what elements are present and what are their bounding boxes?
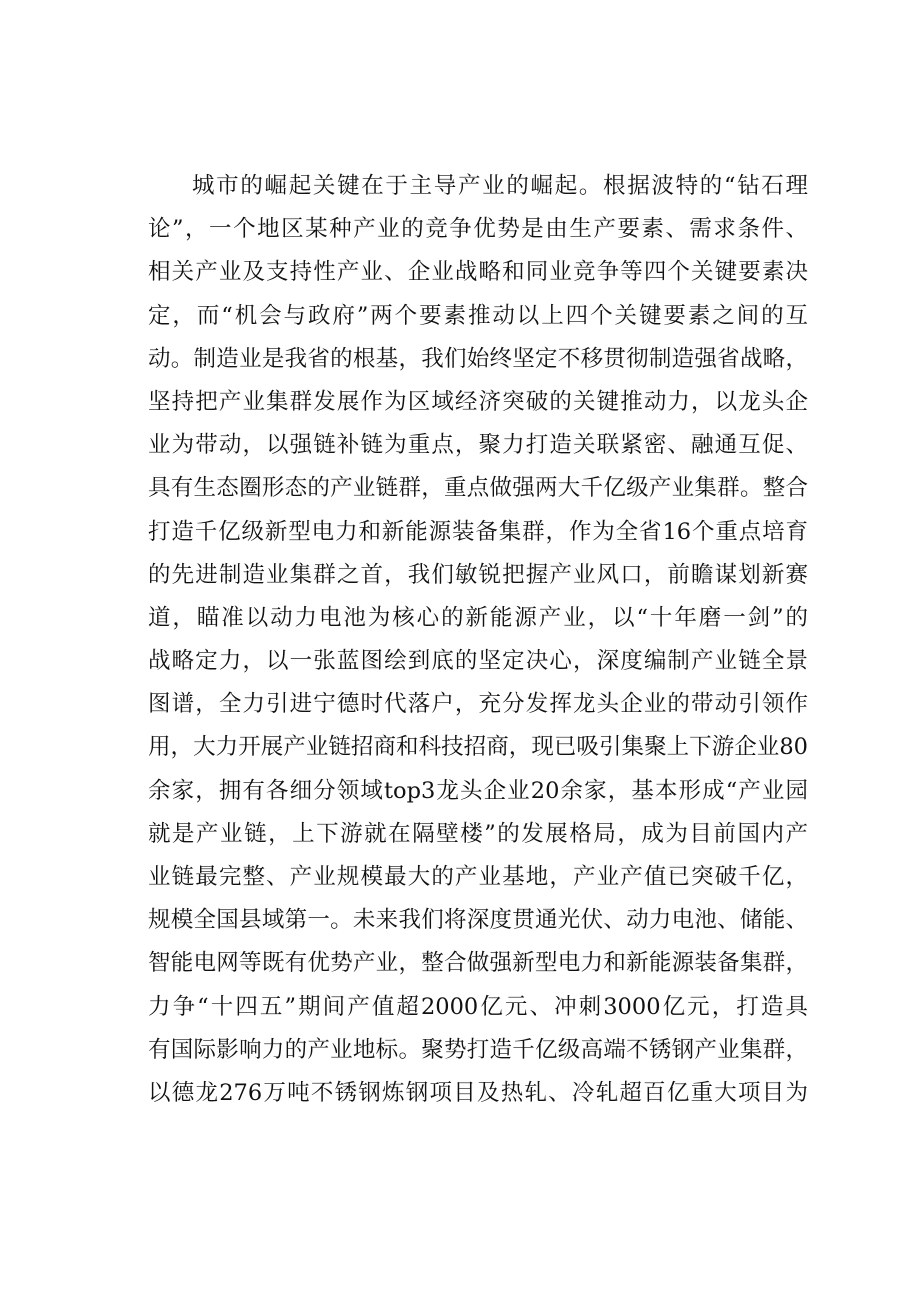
text-line: 有国际影响力的产业地标。聚势打造千亿级高端不锈钢产业集群， (148, 1036, 808, 1063)
text-line: 动。制造业是我省的根基，我们始终坚定不移贯彻制造强省战略， (148, 345, 808, 372)
text-line: 图谱，全力引进宁德时代落户，充分发挥龙头企业的带动引领作 (148, 691, 808, 718)
body-paragraph (148, 165, 808, 1115)
text-line: 就是产业链，上下游就在隔壁楼”的发展格局，成为目前国内产 (148, 820, 808, 847)
text-line: 力争“十四五”期间产值超2000亿元、冲刺3000亿元，打造具 (148, 993, 808, 1020)
text-line: 道，瞄准以动力电池为核心的新能源产业，以“十年磨一剑”的 (148, 604, 808, 631)
text-line: 的先进制造业集群之首，我们敏锐把握产业风口，前瞻谋划新赛 (148, 561, 808, 588)
text-line: 余家，拥有各细分领域top3龙头企业20余家，基本形成“产业园 (148, 777, 808, 804)
text-line: 打造千亿级新型电力和新能源装备集群，作为全省16个重点培育 (148, 518, 808, 545)
text-line: 规模全国县域第一。未来我们将深度贯通光伏、动力电池、储能、 (148, 907, 808, 934)
text-line: 坚持把产业集群发展作为区域经济突破的关键推动力，以龙头企 (148, 388, 808, 415)
text-line: 业链最完整、产业规模最大的产业基地，产业产值已突破千亿， (148, 864, 808, 890)
text-line: 业为带动，以强链补链为重点，聚力打造关联紧密、融通互促、 (148, 432, 808, 459)
text-line: 论”，一个地区某种产业的竞争优势是由生产要素、需求条件、 (148, 216, 808, 243)
text-line: 具有生态圈形态的产业链群，重点做强两大千亿级产业集群。整合 (148, 475, 808, 502)
text-line: 以德龙276万吨不锈钢炼钢项目及热轧、冷轧超百亿重大项目为 (148, 1079, 808, 1106)
text-line: 智能电网等既有优势产业，整合做强新型电力和新能源装备集群， (148, 950, 808, 977)
text-line: 战略定力，以一张蓝图绘到底的坚定决心，深度编制产业链全景 (148, 648, 808, 675)
text-line: 城市的崛起关键在于主导产业的崛起。根据波特的“钻石理 (192, 173, 808, 199)
text-line: 定，而“机会与政府”两个要素推动以上四个关键要素之间的互 (148, 302, 808, 329)
text-line: 用，大力开展产业链招商和科技招商，现已吸引集聚上下游企业80 (148, 734, 808, 761)
text-line: 相关产业及支持性产业、企业战略和同业竞争等四个关键要素决 (148, 259, 808, 286)
